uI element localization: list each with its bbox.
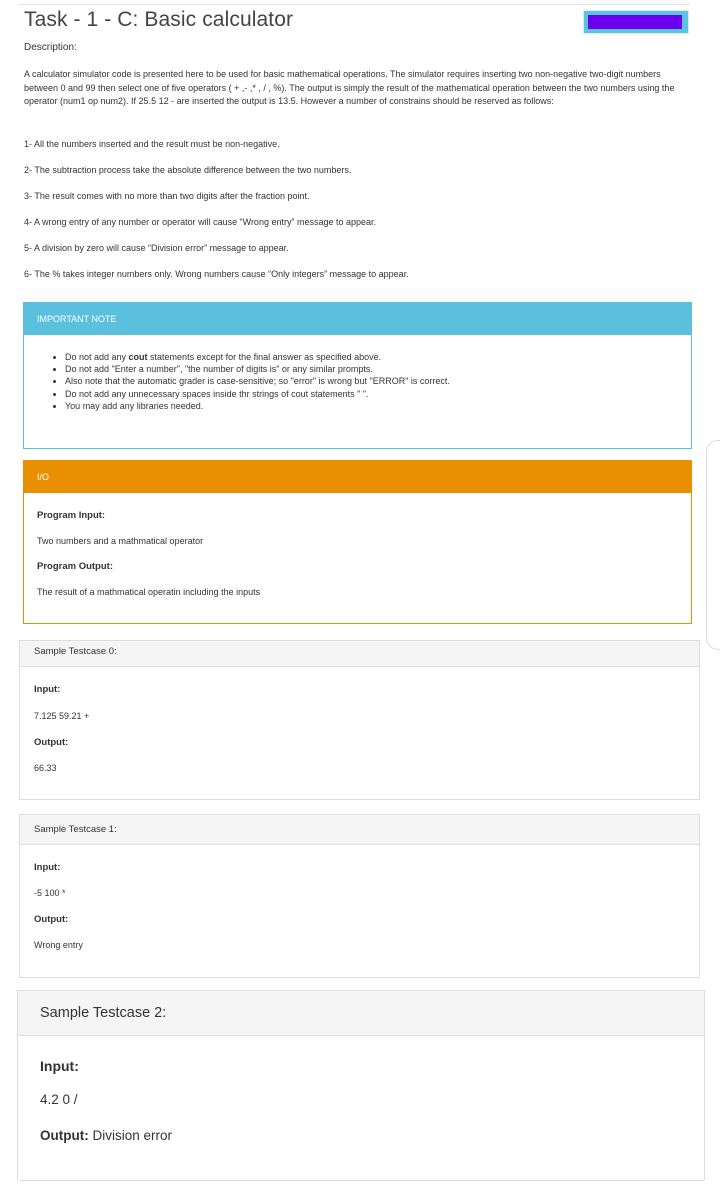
- program-input-text: Two numbers and a mathmatical operator: [37, 536, 204, 546]
- io-panel: [23, 460, 692, 624]
- top-divider: [18, 4, 690, 5]
- testcase-output-value: Division error: [92, 1128, 173, 1143]
- bottom-divider: [20, 1180, 704, 1181]
- testcase-input-value: -5 100 *: [34, 888, 66, 898]
- important-note-panel: [23, 302, 692, 449]
- testcase-input-label: Input:: [34, 684, 61, 695]
- note-item: • Also note that the automatic grader is case-sensitive; so "error" is wrong but "ERROR" is correct.: [65, 375, 691, 387]
- rule-item: 5- A division by zero will cause “Division error” message to appear.: [24, 243, 289, 253]
- redaction-bar: [588, 15, 682, 29]
- note-item: • Do not add any unnecessary spaces inside thr strings of cout statements " ".: [65, 388, 691, 400]
- testcase-input-label: Input:: [40, 1058, 79, 1074]
- description-label: Description:: [24, 42, 77, 53]
- important-note-list: [24, 351, 691, 412]
- testcase-output-label: Output:: [40, 1128, 89, 1143]
- rule-item: 1- All the numbers inserted and the result must be non-negative.: [24, 139, 280, 149]
- important-note-heading: IMPORTANT NOTE: [24, 303, 691, 335]
- testcase-panel-0: [19, 640, 700, 800]
- page-title: Task - 1 - C: Basic calculator: [24, 8, 294, 31]
- testcase-output-line: [40, 1128, 172, 1143]
- testcase-title: Sample Testcase 1:: [20, 815, 699, 845]
- program-input-label: Program Input:: [37, 510, 106, 521]
- testcase-output-value: 66.33: [34, 763, 57, 773]
- testcase-output-value: Wrong entry: [34, 940, 83, 950]
- testcase-input-label: Input:: [34, 862, 61, 873]
- testcase-title: Sample Testcase 2:: [18, 991, 704, 1036]
- note-item: • You may add any libraries needed.: [65, 400, 691, 412]
- rule-item: 6- The % takes integer numbers only. Wrong numbers cause “Only integers” message to appear.: [24, 269, 409, 279]
- testcase-output-label: Output:: [34, 737, 69, 748]
- testcase-panel-1: [19, 814, 700, 978]
- redacted-badge: [583, 10, 689, 34]
- testcase-output-label: Output:: [34, 914, 69, 925]
- note-item: • Do not add any cout statements except for the final answer as specified above.: [65, 351, 691, 363]
- description-paragraph: A calculator simulator code is presented here to be used for basic mathematical operations. The simulator requires inserting two non-negative two-digit numbers between 0 and 99 then select one of five operators ( + ,- ,* , / , %). The output is simply the result of the mathematical operation between the two numbers using the operator (num1 op num2). If 25.5 12 - are inserted the output is 13.5. However a number of constrains should be reserved as follows:: [24, 69, 675, 106]
- testcase-input-value: 4.2 0 /: [40, 1092, 78, 1107]
- io-heading: I/O: [24, 461, 691, 493]
- program-output-text: The result of a mathmatical operatin including the inputs: [37, 587, 261, 597]
- rule-item: 3- The result comes with no more than two digits after the fraction point.: [24, 191, 310, 201]
- rule-item: 2- The subtraction process take the absolute difference between the two numbers.: [24, 165, 352, 175]
- rule-item: 4- A wrong entry of any number or operator will cause “Wrong entry” message to appear.: [24, 217, 377, 227]
- testcase-panel-2: [17, 990, 705, 1180]
- note-item: • Do not add "Enter a number", "the number of digits is" or any similar prompts.: [65, 363, 691, 375]
- program-output-label: Program Output:: [37, 561, 113, 572]
- testcase-title: Sample Testcase 0:: [20, 641, 699, 667]
- side-panel-tab[interactable]: [706, 440, 720, 650]
- testcase-input-value: 7.125 59.21 +: [34, 711, 90, 721]
